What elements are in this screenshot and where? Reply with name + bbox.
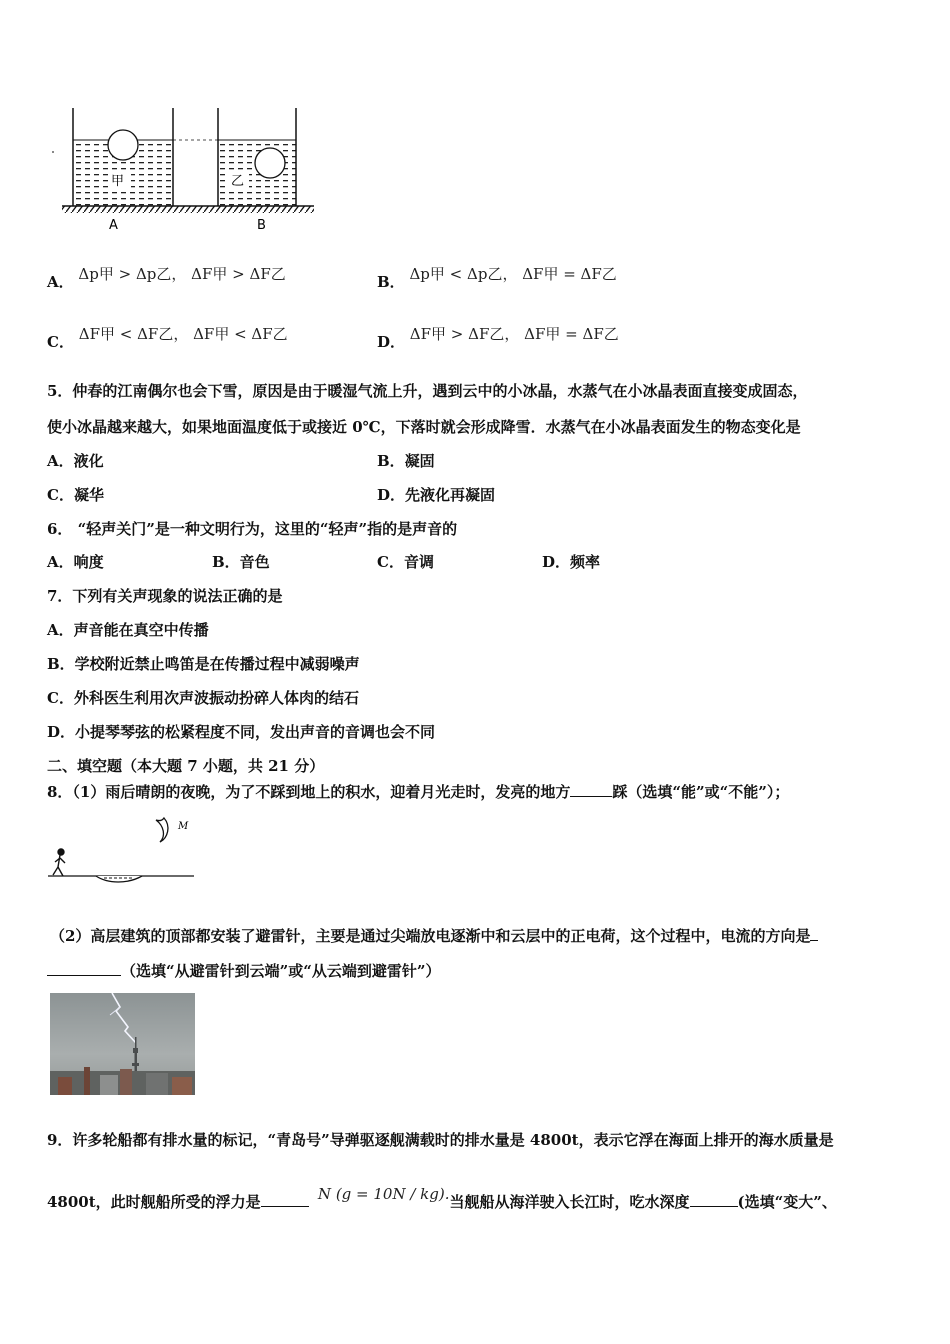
q9-answer-blank-1[interactable] — [261, 1192, 309, 1207]
q9-stem-line2 — [47, 1185, 837, 1212]
q5-stem-line1: 5．仲春的江南偶尔也会下雪，原因是由于暖湿气流上升，遇到云中的小冰晶，水蒸气在小冰晶表面直接变成固态， — [47, 382, 808, 400]
q7-option-d[interactable]: D．小提琴琴弦的松紧程度不同，发出声音的音调也会不同 — [47, 723, 436, 741]
night-walk-figure — [44, 812, 204, 887]
q6-option-a[interactable]: A．响度 — [47, 553, 104, 571]
q4-option-b[interactable] — [377, 265, 617, 292]
q8-answer-blank-2a[interactable] — [810, 926, 818, 941]
q8-part1 — [47, 782, 789, 802]
ball-b — [255, 148, 285, 178]
q4-option-a[interactable] — [47, 265, 286, 292]
q8-part2-line2 — [47, 961, 441, 981]
q8-part2-line2-text: （选填“从避雷针到云端”或“从云端到避雷针”） — [121, 962, 441, 980]
liquid-b-label: 乙 — [231, 174, 245, 189]
q7-option-a[interactable]: A．声音能在真空中传播 — [47, 621, 209, 639]
puddle-icon — [96, 876, 142, 882]
q4-option-b-expr: Δp甲 < Δp乙， ΔF甲 = ΔF乙 — [409, 265, 617, 283]
q8-part1-text-b: 踩（选填“能”或“不能”）； — [612, 783, 790, 801]
q8-part2-text: （2）高层建筑的顶部都安装了避雷针，主要是通过尖端放电逐渐中和云层中的正电荷，这个过程中，电流的方向是 — [50, 927, 811, 945]
q4-option-b-label: B． — [377, 273, 405, 291]
container-a-label: A — [109, 218, 118, 233]
walking-person-icon — [53, 849, 65, 876]
q5-stem-line2: 使小冰晶越来越大，如果地面温度低于或接近 0℃，下落时就会形成降雪．水蒸气在小冰晶表面发生的物态变化是 — [47, 418, 801, 436]
q5-option-c[interactable]: C．凝华 — [47, 486, 104, 504]
section2-heading: 二、填空题（本大题 7 小题，共 21 分） — [47, 757, 325, 775]
q9-stem-line1: 9．许多轮船都有排水量的标记，“青岛号”导弹驱逐舰满载时的排水量是 4800t，表示它浮在海面上排开的海水质量是 — [47, 1131, 834, 1149]
q4-option-d-expr: ΔF甲 > ΔF乙， ΔF甲 = ΔF乙 — [409, 325, 619, 343]
moon-label: M — [178, 821, 189, 832]
q6-option-b[interactable]: B．音色 — [212, 553, 270, 571]
q4-option-c-expr: ΔF甲 < ΔF乙， ΔF甲 < ΔF乙 — [78, 325, 288, 343]
q9-answer-blank-2[interactable] — [690, 1192, 738, 1207]
q4-option-a-expr: Δp甲 > Δp乙， ΔF甲 > ΔF乙 — [78, 265, 286, 283]
q4-option-d-label: D． — [377, 333, 406, 351]
q4-option-d[interactable] — [377, 325, 619, 352]
q4-option-c-label: C． — [47, 333, 74, 351]
q9-text-a: 4800t，此时舰船所受的浮力是 — [47, 1193, 261, 1211]
q9-formula: N (g = 10N / kg). — [317, 1185, 450, 1203]
q7-option-b[interactable]: B．学校附近禁止鸣笛是在传播过程中减弱噪声 — [47, 655, 360, 673]
containers-figure — [48, 100, 320, 235]
q7-stem: 7．下列有关声现象的说法正确的是 — [47, 587, 283, 605]
lightning-tower-photo — [50, 993, 195, 1095]
moon-icon — [156, 818, 168, 842]
q5-option-a[interactable]: A．液化 — [47, 452, 104, 470]
q8-part2-line1 — [50, 926, 818, 946]
q8-answer-blank-1[interactable] — [570, 782, 612, 797]
ball-a — [108, 130, 138, 160]
q6-stem: 6． “轻声关门”是一种文明行为，这里的“轻声”指的是声音的 — [47, 520, 458, 538]
q6-option-d[interactable]: D．频率 — [542, 553, 601, 571]
q5-option-b[interactable]: B．凝固 — [377, 452, 435, 470]
q9-text-b: 当舰船从海洋驶入长江时，吃水深度 — [449, 1193, 690, 1211]
liquid-a-label: 甲 — [111, 174, 125, 189]
q8-part1-text-a: 8．（1）雨后晴朗的夜晚，为了不踩到地上的积水，迎着月光走时，发亮的地方 — [47, 783, 571, 801]
q8-answer-blank-2b[interactable] — [47, 961, 121, 976]
q5-option-d[interactable]: D．先液化再凝固 — [377, 486, 496, 504]
q4-option-c[interactable] — [47, 325, 288, 352]
container-b-label: B — [257, 218, 266, 233]
q6-option-c[interactable]: C．音调 — [377, 553, 434, 571]
q9-text-c: (选填“变大”、 — [737, 1193, 837, 1211]
q4-option-a-label: A． — [47, 273, 74, 291]
q7-option-c[interactable]: C．外科医生利用次声波振动扮碎人体肉的结石 — [47, 689, 359, 707]
